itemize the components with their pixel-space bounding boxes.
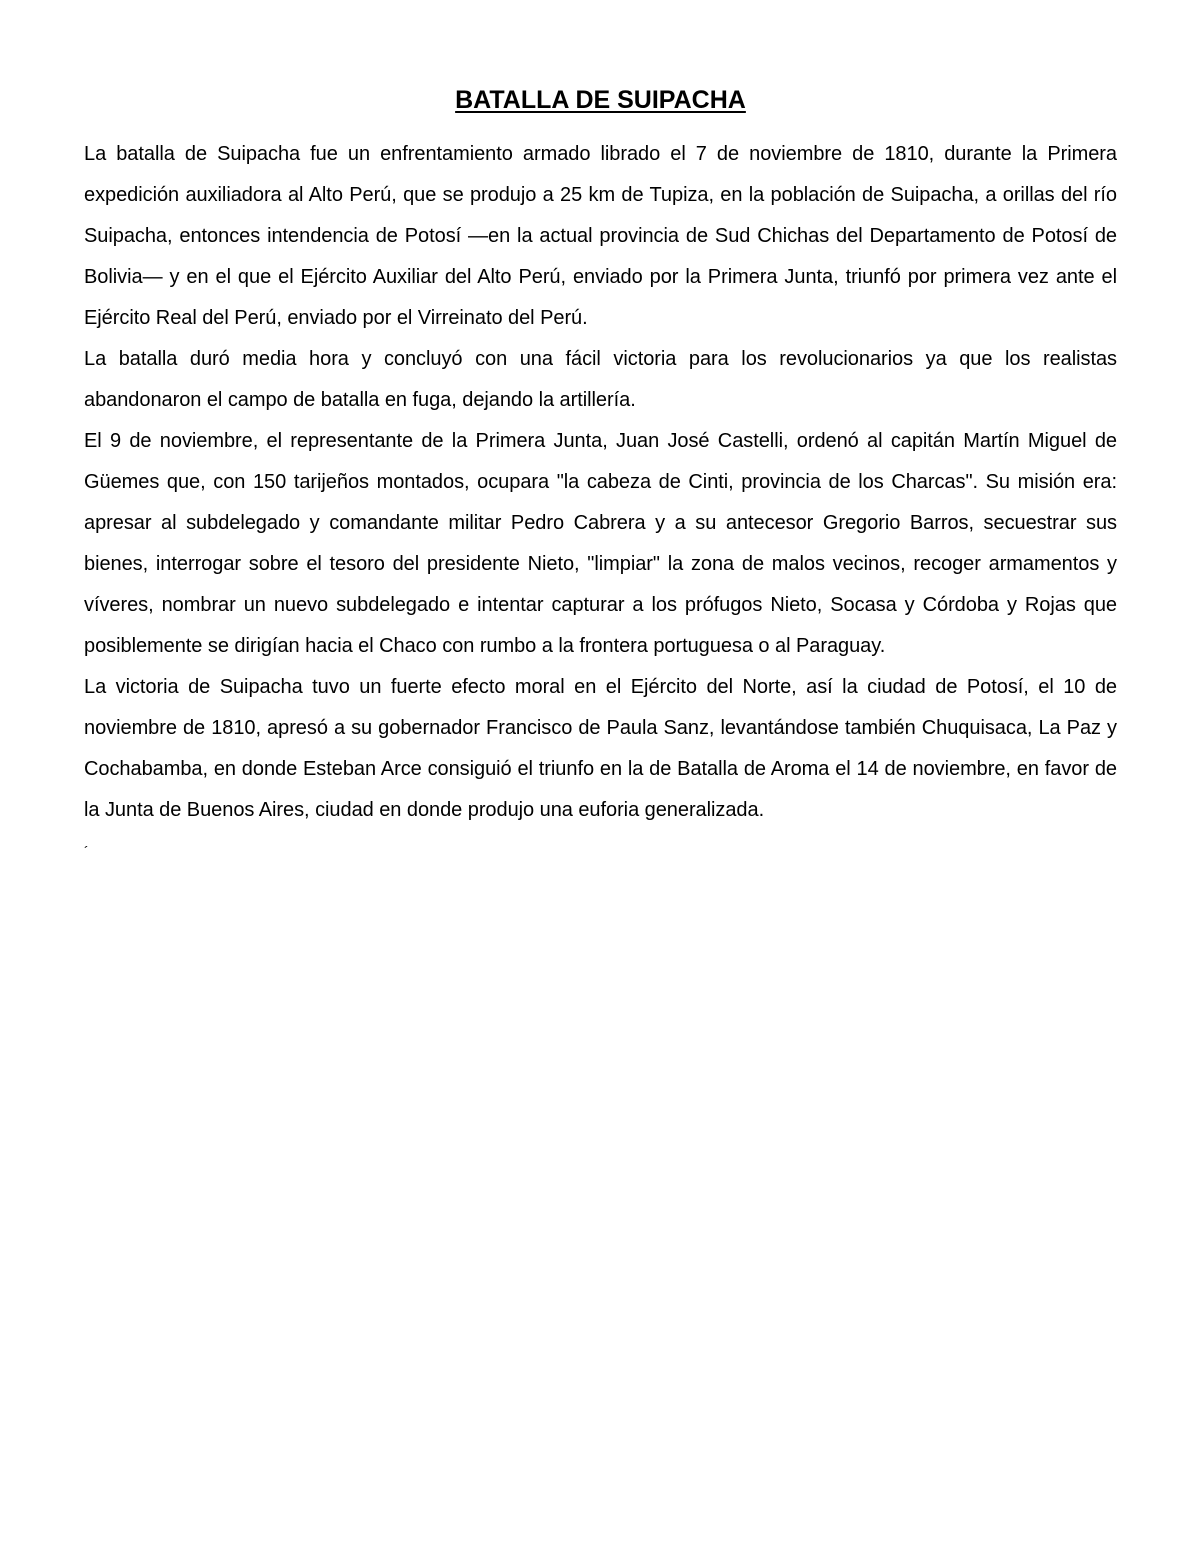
- paragraph-3: El 9 de noviembre, el representante de la Primera Junta, Juan José Castelli, ordenó al capitán Martín Miguel de Güemes que, con 150 tarijeños montados, ocupara "la cabeza de Cinti, provincia de los Charcas". Su misión era: apresar al subdelegado y comandante militar Pedro Cabrera y a su antecesor Gregorio Barros, secuestrar sus bienes, interrogar sobre el tesoro del presidente Nieto, "limpiar" la zona de malos vecinos, recoger armamentos y víveres, nombrar un nuevo subdelegado e intentar capturar a los prófugos Nieto, Socasa y Córdoba y Rojas que posiblemente se dirigían hacia el Chaco con rumbo a la frontera portuguesa o al Paraguay.: [84, 430, 1117, 657]
- document-page: [84, 80, 1117, 872]
- paragraph-4: La victoria de Suipacha tuvo un fuerte efecto moral en el Ejército del Norte, así la ciudad de Potosí, el 10 de noviembre de 1810, apresó a su gobernador Francisco de Paula Sanz, levantándose también Chuquisaca, La Paz y Cochabamba, en donde Esteban Arce consiguió el triunfo en la de Batalla de Aroma el 14 de noviembre, en favor de la Junta de Buenos Aires, ciudad en donde produjo una euforia generalizada.: [84, 676, 1117, 821]
- document-title: BATALLA DE SUIPACHA: [455, 86, 746, 114]
- paragraph-2: La batalla duró media hora y concluyó con una fácil victoria para los revolucionarios ya que los realistas abandonaron el campo de batalla en fuga, dejando la artillería.: [84, 348, 1117, 411]
- paragraph-1: La batalla de Suipacha fue un enfrentamiento armado librado el 7 de noviembre de 1810, durante la Primera expedición auxiliadora al Alto Perú, que se produjo a 25 km de Tupiza, en la población de Suipacha, a orillas del río Suipacha, entonces intendencia de Potosí —en la actual provincia de Sud Chichas del Departamento de Potosí de Bolivia— y en el que el Ejército Auxiliar del Alto Perú, enviado por la Primera Junta, triunfó por primera vez ante el Ejército Real del Perú, enviado por el Virreinato del Perú.: [84, 143, 1117, 329]
- trailing-mark: ´: [84, 843, 89, 859]
